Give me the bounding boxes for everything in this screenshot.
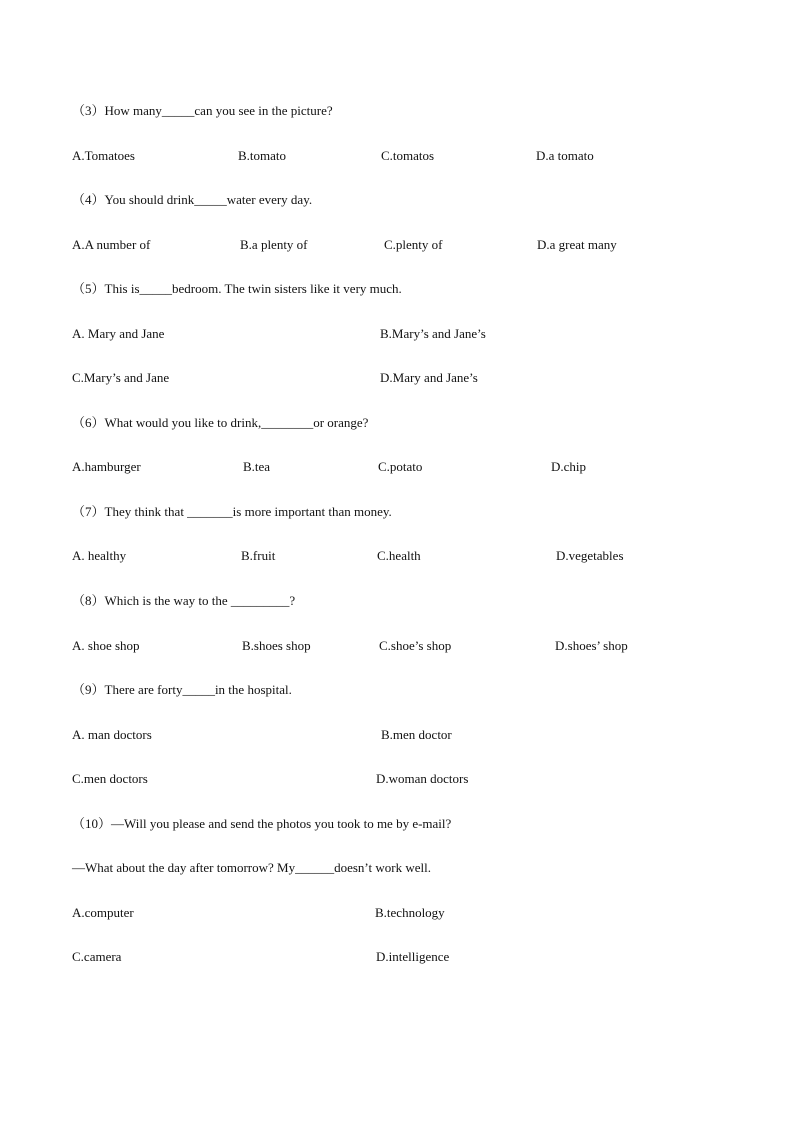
question-7-option-c: C.health — [377, 548, 421, 563]
question-10-stem: （10）—Will you please and send the photos you took to me by e-mail? — [72, 816, 452, 831]
question-8-option-c: C.shoe’s shop — [379, 638, 452, 653]
question-7-option-b: B.fruit — [241, 548, 276, 563]
question-3-option-c: C.tomatos — [381, 148, 435, 163]
question-5-option-c: C.Mary’s and Jane — [72, 370, 170, 385]
question-5-option-b: B.Mary’s and Jane’s — [380, 326, 486, 341]
question-10-option-d: D.intelligence — [376, 949, 450, 964]
question-9-stem: （9）There are forty_____in the hospital. — [72, 682, 292, 697]
question-3-option-d: D.a tomato — [536, 148, 594, 163]
question-9-option-c: C.men doctors — [72, 771, 148, 786]
question-9-option-a: A. man doctors — [72, 727, 152, 742]
question-4-option-d: D.a great many — [537, 237, 617, 252]
question-3-option-a: A.Tomatoes — [72, 148, 135, 163]
question-3-stem: （3）How many_____can you see in the picture? — [72, 103, 333, 118]
question-6-stem: （6）What would you like to drink,________or orange? — [72, 415, 369, 430]
question-3-option-b: B.tomato — [238, 148, 287, 163]
question-7-option-d: D.vegetables — [556, 548, 624, 563]
question-10-reply: —What about the day after tomorrow? My______doesn’t work well. — [72, 860, 431, 875]
question-9-option-b: B.men doctor — [381, 727, 452, 742]
question-4-option-c: C.plenty of — [384, 237, 443, 252]
question-7-option-a: A. healthy — [72, 548, 127, 563]
question-8-option-d: D.shoes’ shop — [555, 638, 628, 653]
question-4-option-a: A.A number of — [72, 237, 151, 252]
question-8-stem: （8）Which is the way to the _________? — [72, 593, 296, 608]
question-5-option-d: D.Mary and Jane’s — [380, 370, 478, 385]
question-10-option-c: C.camera — [72, 949, 122, 964]
question-10-option-a: A.computer — [72, 905, 134, 920]
question-6-option-c: C.potato — [378, 459, 423, 474]
question-6-option-a: A.hamburger — [72, 459, 141, 474]
question-4-option-b: B.a plenty of — [240, 237, 308, 252]
question-10-option-b: B.technology — [375, 905, 445, 920]
question-7-stem: （7）They think that _______is more important than money. — [72, 504, 392, 519]
question-5-stem: （5）This is_____bedroom. The twin sisters like it very much. — [72, 281, 402, 296]
question-6-option-b: B.tea — [243, 459, 271, 474]
question-8-option-b: B.shoes shop — [242, 638, 311, 653]
question-4-stem: （4）You should drink_____water every day. — [72, 192, 313, 207]
question-5-option-a: A. Mary and Jane — [72, 326, 165, 341]
question-6-option-d: D.chip — [551, 459, 587, 474]
question-9-option-d: D.woman doctors — [376, 771, 469, 786]
question-8-option-a: A. shoe shop — [72, 638, 140, 653]
